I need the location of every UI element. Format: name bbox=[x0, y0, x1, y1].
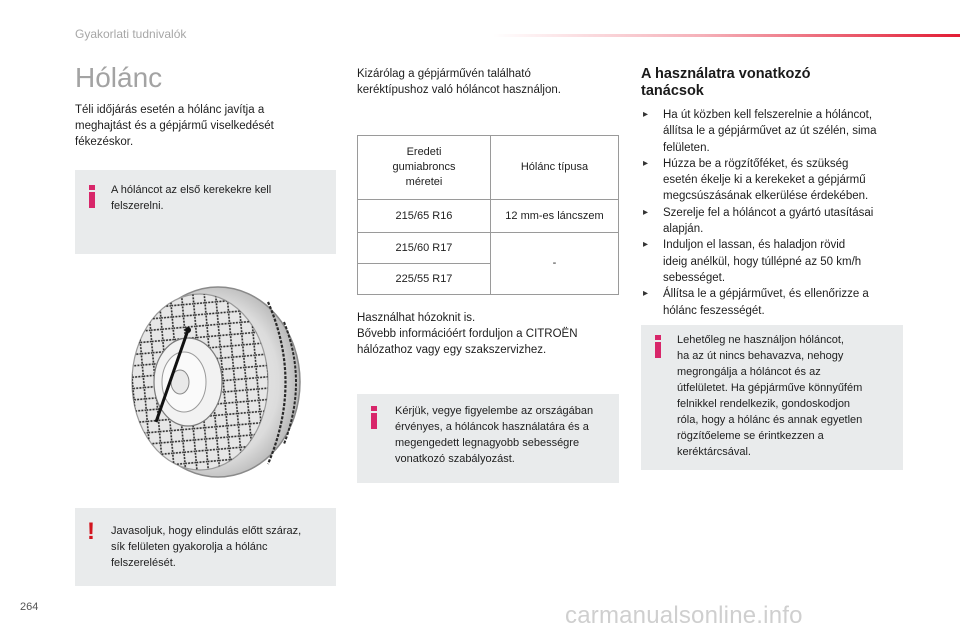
tip-line: felületen. bbox=[663, 141, 710, 154]
middle-intro-text bbox=[357, 66, 619, 98]
tips-heading-line: A használatra vonatkozó bbox=[641, 66, 811, 82]
table-cell-size: 225/55 R17 bbox=[358, 264, 491, 295]
tips-heading bbox=[641, 66, 810, 100]
intro-text bbox=[75, 102, 335, 150]
note-line: Kérjük, vegye figyelembe az országában bbox=[395, 405, 594, 417]
table-row bbox=[358, 233, 619, 264]
list-item bbox=[643, 205, 908, 238]
warning-icon: ! bbox=[87, 518, 95, 545]
tips-heading-line: tanácsok bbox=[641, 83, 704, 99]
note-warning bbox=[75, 508, 336, 586]
tip-line: hólánc feszességét. bbox=[663, 304, 765, 317]
table-header-tire-size bbox=[358, 136, 491, 200]
bullet-marker-icon: ▸ bbox=[643, 239, 649, 251]
note-line: ha az út nincs behavazva, nehogy bbox=[677, 350, 844, 362]
studs-line: Használhat hózoknit is. bbox=[357, 312, 476, 324]
note-front-wheels bbox=[75, 170, 336, 254]
header-rule bbox=[493, 34, 960, 37]
note-line: vonatkozó szabályozást. bbox=[395, 453, 515, 465]
studs-line: Bővebb információért forduljon a CITROËN bbox=[357, 328, 578, 340]
tip-line: esetén ékelje ki a kerekeket a gépjármű bbox=[663, 174, 866, 187]
note-line: megrongálja a hóláncot és az bbox=[677, 366, 821, 378]
tip-line: Állítsa le a gépjárművet, és ellenőrizze a bbox=[663, 288, 869, 301]
tip-line: megcsúszásának elkerülése érdekében. bbox=[663, 190, 869, 203]
tip-line: Induljon el lassan, és haladjon rövid bbox=[663, 239, 846, 252]
table-cell-size: 215/65 R16 bbox=[358, 200, 491, 233]
note-line: rögzítőeleme se érintkezzen a bbox=[677, 430, 824, 442]
watermark: carmanualsonline.info bbox=[565, 602, 803, 629]
header-line: méretei bbox=[405, 176, 443, 188]
note-line: A hóláncot az első kerekekre kell bbox=[111, 184, 272, 196]
studs-line: hálózathoz vagy egy szakszervizhez. bbox=[357, 344, 547, 356]
table-cell-size: 215/60 R17 bbox=[358, 233, 491, 264]
note-line: útfelületet. Ha gépjárműve könnyűfém bbox=[677, 382, 863, 394]
table-cell-type: - bbox=[491, 233, 619, 295]
studs-text bbox=[357, 310, 619, 358]
note-line: érvényes, a hóláncok használatára és a bbox=[395, 421, 589, 433]
bullet-marker-icon: ▸ bbox=[643, 109, 649, 120]
tip-line: Ha út közben kell felszerelnie a hóláncot, bbox=[663, 109, 873, 121]
section-header: Gyakorlati tudnivalók bbox=[75, 27, 187, 41]
note-line: Lehetőleg ne használjon hóláncot, bbox=[677, 334, 844, 346]
page-number: 264 bbox=[20, 601, 39, 613]
note-line: felnikkel rendelkezik, gondoskodjon bbox=[677, 398, 851, 410]
tip-line: ideig anélkül, hogy túllépné az 50 km/h bbox=[663, 255, 862, 268]
list-item bbox=[643, 107, 908, 156]
table-cell-type: 12 mm-es láncszem bbox=[491, 200, 619, 233]
note-line: megengedett legnagyobb sebességre bbox=[395, 437, 580, 449]
middle-intro-line: Kizárólag a gépjárművén található bbox=[357, 68, 531, 80]
tip-line: állítsa le a gépjárművet az út szélén, sima bbox=[663, 125, 877, 138]
info-icon bbox=[370, 406, 378, 429]
tip-line: Szerelje fel a hóláncot a gyártó utasításai bbox=[663, 206, 874, 219]
snow-chain-table bbox=[357, 135, 619, 295]
bullet-marker-icon: ▸ bbox=[643, 288, 649, 300]
note-line: Javasoljuk, hogy elindulás előtt száraz, bbox=[111, 525, 302, 537]
note-line: keréktárcsával. bbox=[677, 446, 751, 458]
table-header-chain-type: Hólánc típusa bbox=[491, 136, 619, 200]
note-line: felszerelni. bbox=[111, 200, 164, 212]
list-item bbox=[643, 237, 908, 286]
tip-line: Húzza be a rögzítőféket, és szükség bbox=[663, 157, 849, 170]
bullet-marker-icon: ▸ bbox=[643, 206, 649, 218]
intro-line: fékezéskor. bbox=[75, 136, 134, 148]
header-line: Eredeti bbox=[406, 146, 442, 158]
info-icon bbox=[654, 335, 662, 358]
info-icon bbox=[88, 185, 96, 208]
tip-line: sebességet. bbox=[663, 271, 726, 284]
middle-intro-line: keréktípushoz való hóláncot használjon. bbox=[357, 84, 561, 96]
bullet-marker-icon: ▸ bbox=[643, 157, 649, 169]
note-line: róla, hogy a hólánc és annak egyetlen bbox=[677, 414, 863, 426]
list-item bbox=[643, 156, 908, 205]
intro-line: Téli időjárás esetén a hólánc javítja a bbox=[75, 104, 265, 116]
table-row bbox=[358, 200, 619, 233]
tips-list bbox=[643, 107, 908, 319]
list-item bbox=[643, 286, 908, 319]
note-bare-road bbox=[641, 325, 903, 470]
header-line: gumiabroncs bbox=[392, 161, 456, 173]
note-line: felszerelését. bbox=[111, 557, 176, 569]
page-title: Hólánc bbox=[75, 62, 163, 93]
table-header-row bbox=[358, 136, 619, 200]
snow-chain-illustration bbox=[118, 282, 304, 482]
intro-line: meghajtást és a gépjármű viselkedését bbox=[75, 120, 274, 132]
tip-line: alapján. bbox=[663, 223, 704, 236]
note-regulations bbox=[357, 394, 619, 483]
note-line: sík felületen gyakorolja a hólánc bbox=[111, 541, 268, 553]
